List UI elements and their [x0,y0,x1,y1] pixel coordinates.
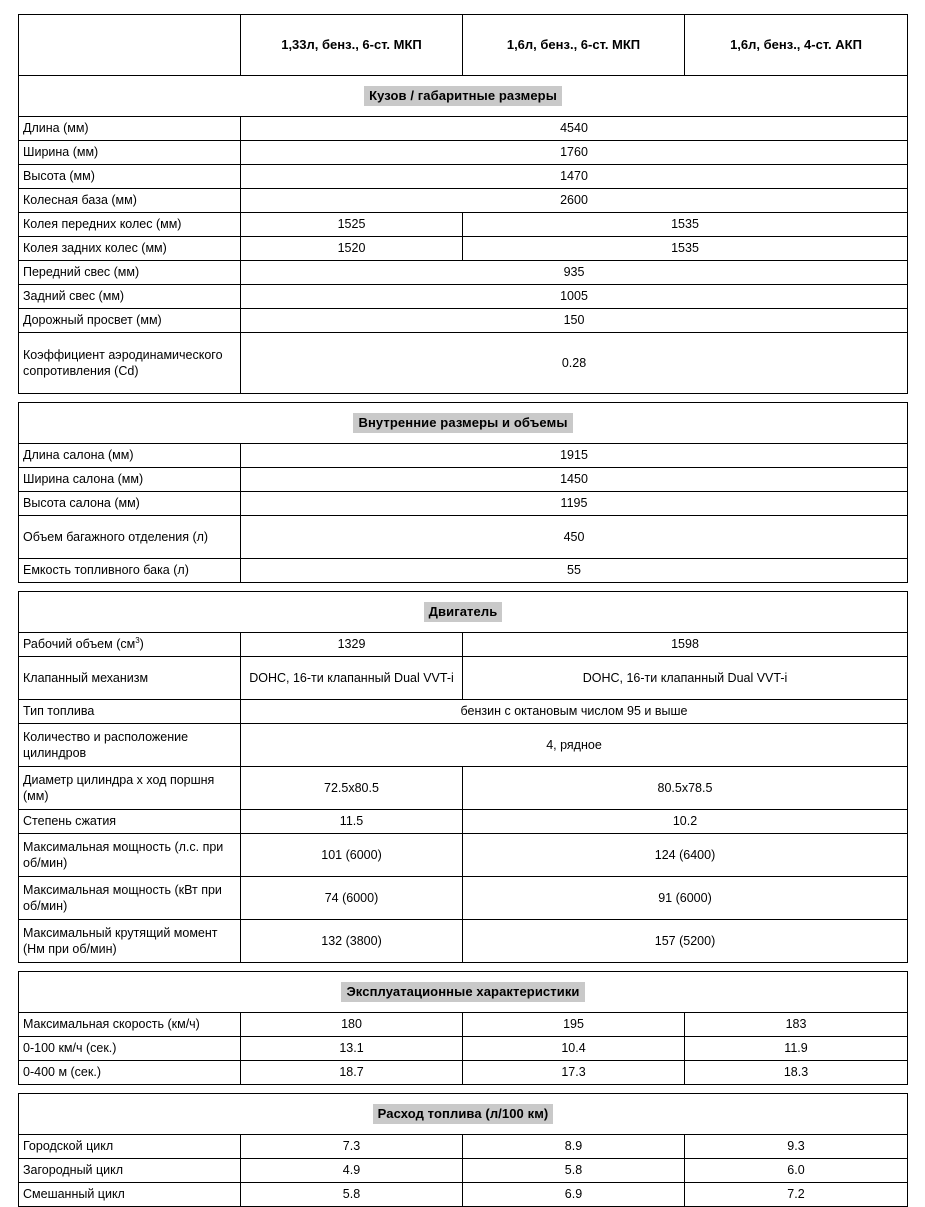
section-header-cell [19,1094,908,1135]
row-value: 1535 [463,237,908,261]
table-row [19,920,908,963]
row-value: 183 [685,1013,908,1037]
section-spacer [19,963,908,972]
row-value: 80.5x78.5 [463,767,908,810]
section-spacer-cell [19,963,908,972]
row-label: Колесная база (мм) [19,189,241,213]
section-header-row [19,76,908,117]
row-value: 2600 [241,189,908,213]
row-label: Длина салона (мм) [19,444,241,468]
section-header-cell [19,972,908,1013]
table-row [19,877,908,920]
table-row [19,189,908,213]
row-value: 1450 [241,468,908,492]
row-value: 7.2 [685,1183,908,1207]
table-row [19,1061,908,1085]
table-row [19,633,908,657]
table-row [19,767,908,810]
section-title: Кузов / габаритные размеры [364,86,562,106]
row-value: 10.2 [463,810,908,834]
row-label: Ширина (мм) [19,141,241,165]
row-value: 8.9 [463,1135,685,1159]
row-value: 450 [241,516,908,559]
row-value: 935 [241,261,908,285]
column-header-1: 1,33л, бенз., 6-ст. МКП [241,15,463,76]
table-row [19,1183,908,1207]
table-row [19,810,908,834]
row-value: 0.28 [241,333,908,394]
row-label: Объем багажного отделения (л) [19,516,241,559]
row-value: 9.3 [685,1135,908,1159]
row-label: Диаметр цилиндра х ход поршня (мм) [19,767,241,810]
table-row [19,1037,908,1061]
row-value: 4, рядное [241,724,908,767]
row-value: 1598 [463,633,908,657]
row-label: 0-400 м (сек.) [19,1061,241,1085]
row-value: 180 [241,1013,463,1037]
row-value: 101 (6000) [241,834,463,877]
section-title: Эксплуатационные характеристики [341,982,584,1002]
row-label: Высота салона (мм) [19,492,241,516]
section-header-cell [19,76,908,117]
row-label: Количество и расположение цилиндров [19,724,241,767]
row-label: Колея задних колес (мм) [19,237,241,261]
table-row [19,333,908,394]
row-label: Ширина салона (мм) [19,468,241,492]
row-value: 1915 [241,444,908,468]
row-value: 10.4 [463,1037,685,1061]
row-value: 124 (6400) [463,834,908,877]
table-row [19,444,908,468]
table-row [19,724,908,767]
table-row [19,700,908,724]
section-header-row [19,1094,908,1135]
row-value: 4540 [241,117,908,141]
row-label: Коэффициент аэродинамического сопротивления (Cd) [19,333,241,394]
row-label: Передний свес (мм) [19,261,241,285]
row-value: 17.3 [463,1061,685,1085]
section-spacer [19,1085,908,1094]
section-title: Расход топлива (л/100 км) [373,1104,554,1124]
row-value: 1005 [241,285,908,309]
row-value: 6.9 [463,1183,685,1207]
table-row [19,285,908,309]
table-row [19,165,908,189]
section-spacer-cell [19,394,908,403]
table-row [19,468,908,492]
table-row [19,261,908,285]
row-label: Длина (мм) [19,117,241,141]
column-header-3: 1,6л, бенз., 4-ст. АКП [685,15,908,76]
table-row [19,559,908,583]
table-row [19,309,908,333]
row-value: 7.3 [241,1135,463,1159]
row-value: 13.1 [241,1037,463,1061]
row-label: Колея передних колес (мм) [19,213,241,237]
header-corner-cell [19,15,241,76]
row-value: 6.0 [685,1159,908,1183]
row-label: Тип топлива [19,700,241,724]
row-value: 91 (6000) [463,877,908,920]
column-header-2: 1,6л, бенз., 6-ст. МКП [463,15,685,76]
section-header-cell [19,592,908,633]
specifications-table [18,14,908,1207]
section-header-row [19,403,908,444]
row-label: 0-100 км/ч (сек.) [19,1037,241,1061]
section-spacer [19,583,908,592]
row-value: DOHC, 16-ти клапанный Dual VVT-i [463,657,908,700]
row-label: Максимальная скорость (км/ч) [19,1013,241,1037]
row-value: 1470 [241,165,908,189]
table-row [19,117,908,141]
row-value: 74 (6000) [241,877,463,920]
table-row [19,834,908,877]
row-value: DOHC, 16-ти клапанный Dual VVT-i [241,657,463,700]
row-value: 11.5 [241,810,463,834]
row-value: 1520 [241,237,463,261]
row-label: Задний свес (мм) [19,285,241,309]
row-value: 132 (3800) [241,920,463,963]
row-value: 157 (5200) [463,920,908,963]
row-value: 195 [463,1013,685,1037]
table-row [19,1159,908,1183]
section-header-row [19,592,908,633]
table-header-row [19,15,908,76]
row-value: 5.8 [241,1183,463,1207]
table-row [19,1135,908,1159]
row-label: Высота (мм) [19,165,241,189]
row-label: Загородный цикл [19,1159,241,1183]
row-value: 11.9 [685,1037,908,1061]
section-title: Внутренние размеры и объемы [353,413,572,433]
row-value: 55 [241,559,908,583]
row-label: Клапанный механизм [19,657,241,700]
row-label: Рабочий объем $(см^3)$ [19,633,241,657]
row-value: 1535 [463,213,908,237]
table-row [19,1013,908,1037]
section-header-row [19,972,908,1013]
row-label: Максимальная мощность (кВт при об/мин) [19,877,241,920]
row-label: Степень сжатия [19,810,241,834]
row-value: 18.7 [241,1061,463,1085]
row-value: 1195 [241,492,908,516]
row-value: 18.3 [685,1061,908,1085]
table-row [19,141,908,165]
row-value: 5.8 [463,1159,685,1183]
row-value: бензин с октановым числом 95 и выше [241,700,908,724]
row-value: 1329 [241,633,463,657]
row-value: 1525 [241,213,463,237]
table-row [19,492,908,516]
row-label: Дорожный просвет (мм) [19,309,241,333]
section-spacer-cell [19,1085,908,1094]
row-value: 72.5x80.5 [241,767,463,810]
row-label: Городской цикл [19,1135,241,1159]
table-row [19,657,908,700]
row-value: 150 [241,309,908,333]
table-row [19,213,908,237]
section-spacer-cell [19,583,908,592]
row-value: 1760 [241,141,908,165]
row-label: Максимальный крутящий момент (Нм при об/мин) [19,920,241,963]
section-title: Двигатель [424,602,503,622]
row-label: Максимальная мощность (л.с. при об/мин) [19,834,241,877]
row-value: 4.9 [241,1159,463,1183]
section-spacer [19,394,908,403]
section-header-cell [19,403,908,444]
row-label: Емкость топливного бака (л) [19,559,241,583]
table-body [19,15,908,1207]
table-row [19,237,908,261]
table-row [19,516,908,559]
row-label: Смешанный цикл [19,1183,241,1207]
